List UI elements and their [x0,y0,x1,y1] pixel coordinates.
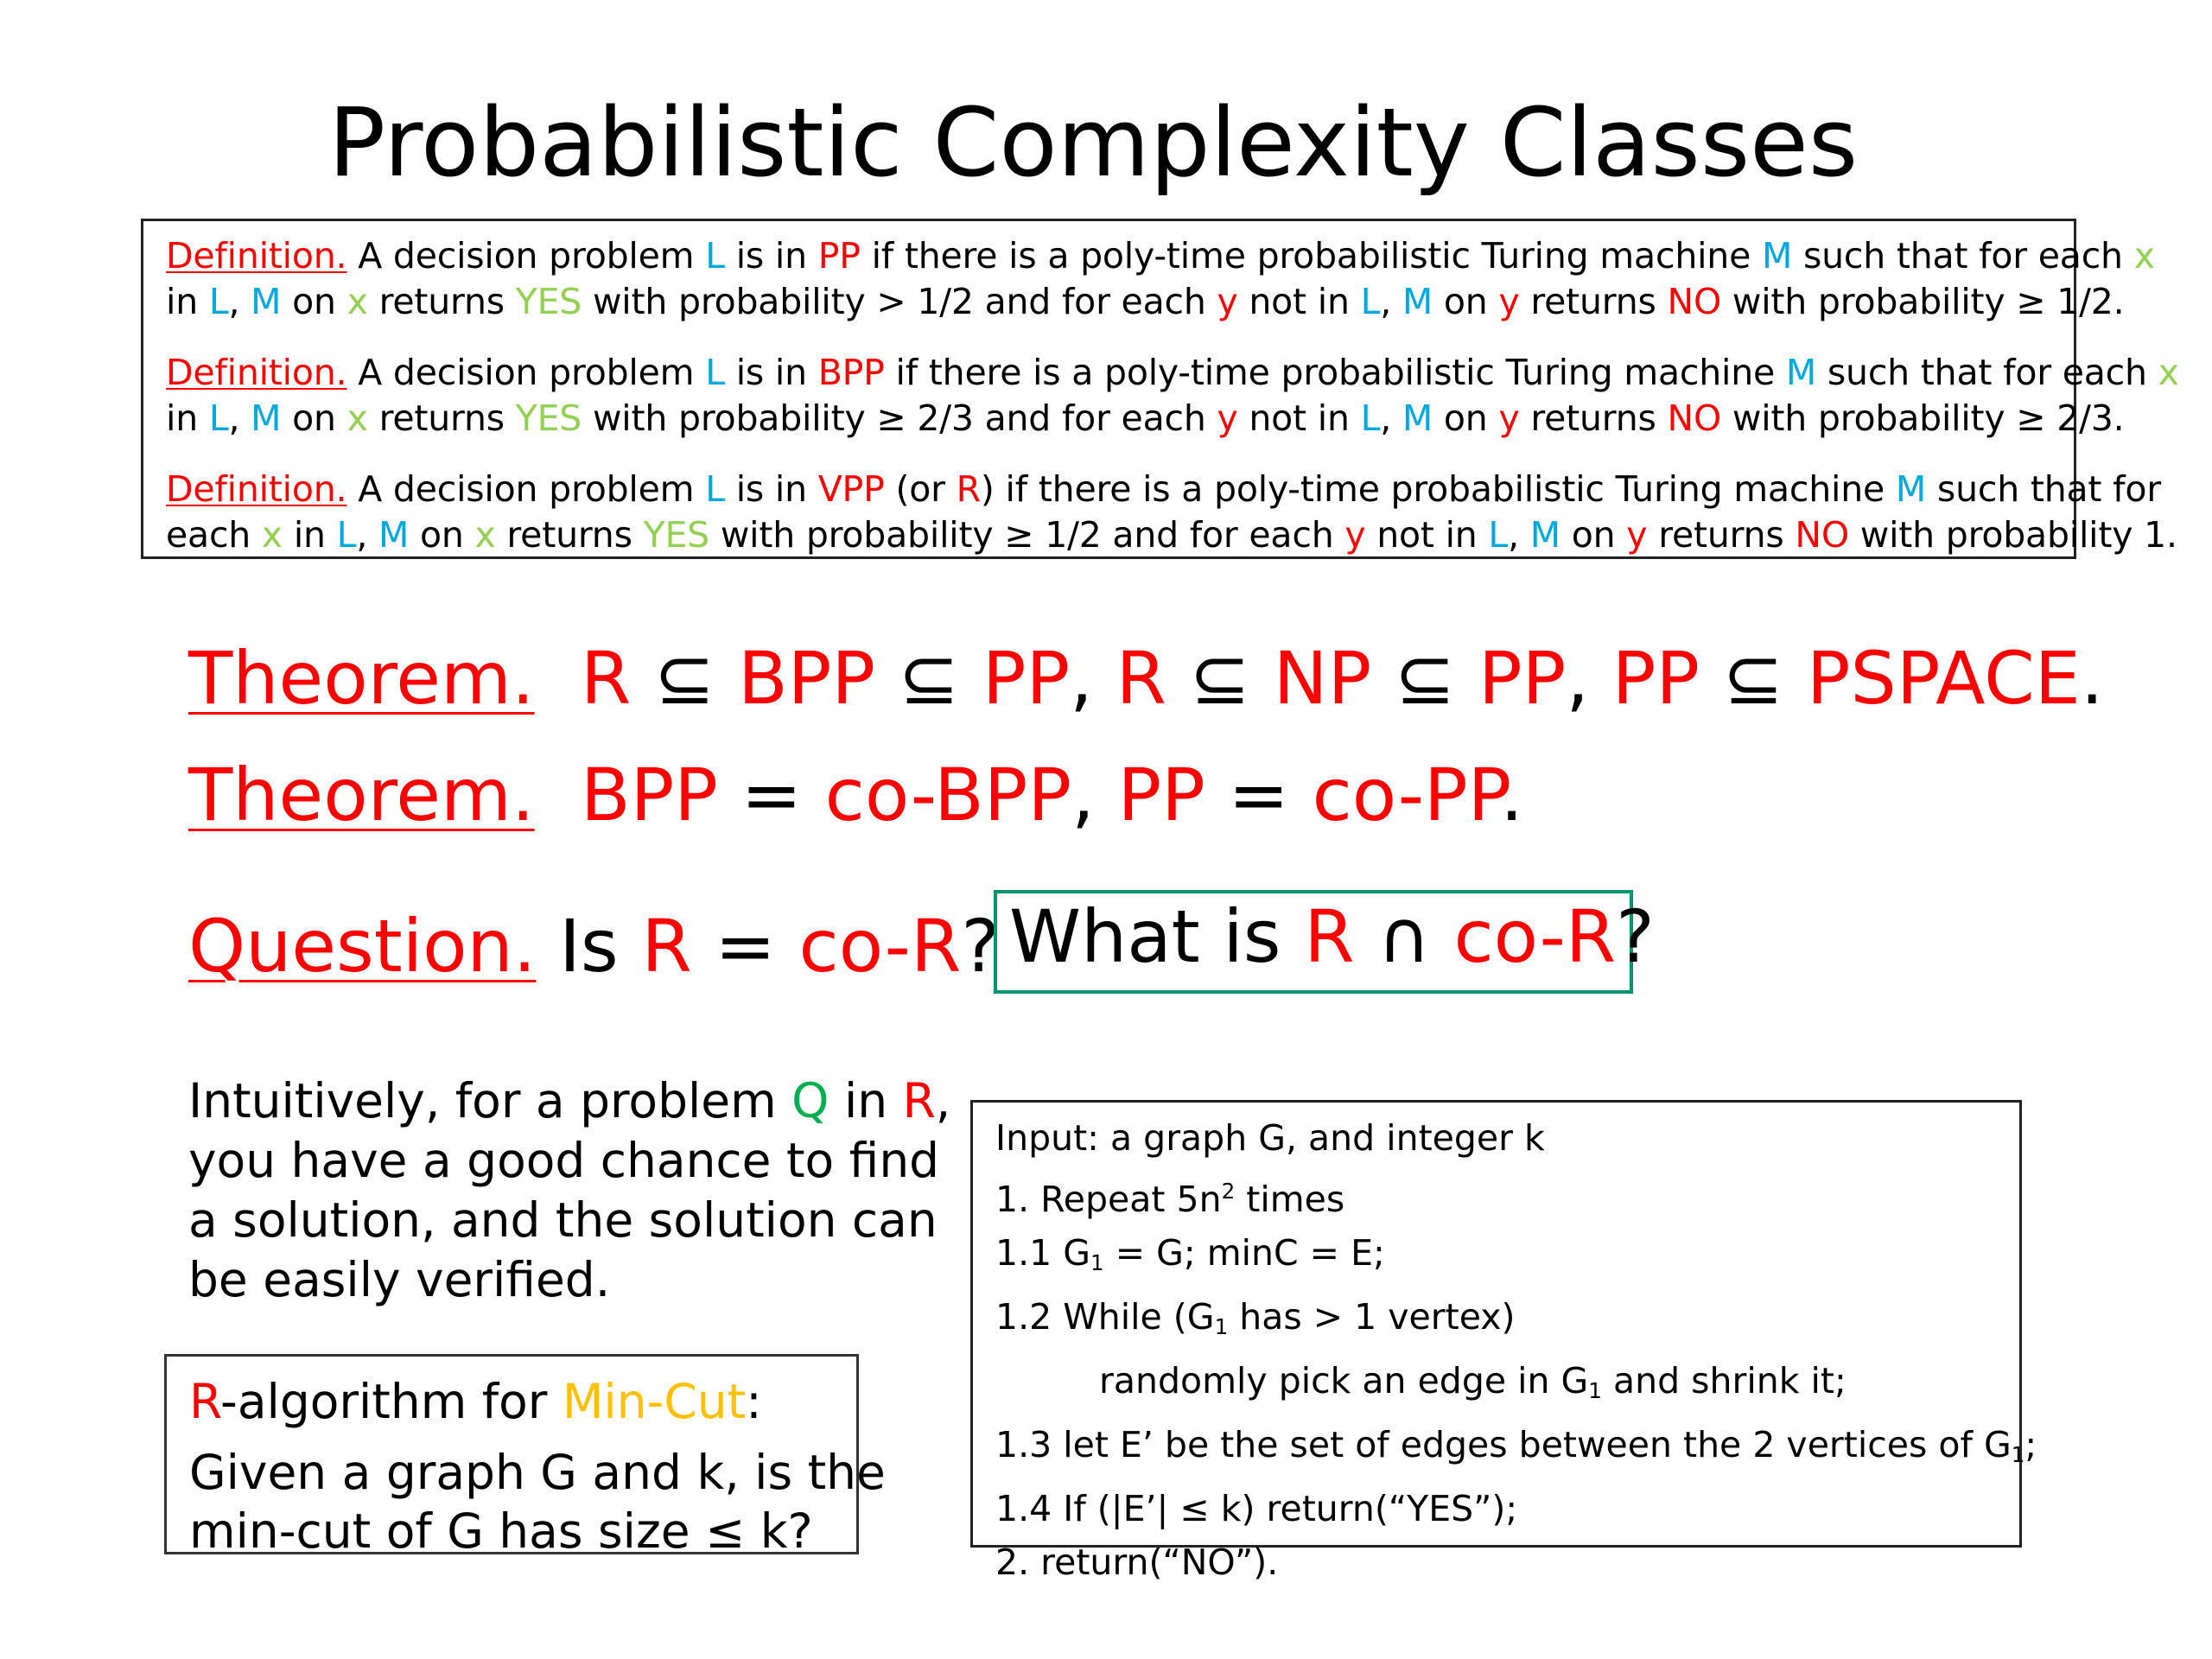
no-answer: NO [1667,281,1722,322]
text: ; [2024,1424,2037,1466]
text: each [166,514,262,556]
machine-symbol: M [1785,352,1817,393]
text: returns [367,281,516,322]
text: not in [1365,514,1489,556]
text: -algorithm for [220,1374,563,1429]
text: on [1560,514,1627,556]
text: such that for each [1816,352,2158,393]
language-symbol: L [1360,397,1381,439]
text: randomly pick an edge in G [1099,1360,1589,1402]
text: such that for each [1792,235,2134,276]
instance-symbol: x [261,514,283,556]
machine-symbol: M [1761,235,1793,276]
algorithm-input: Input: a graph G, and integer k [995,1117,1545,1159]
text: with probability ≥ 1/2. [1721,281,2125,322]
text: , [1071,753,1118,837]
language-symbol: L [705,468,725,510]
text: is in [724,235,818,276]
text: A decision problem [346,235,706,276]
equals-symbol: = [1205,753,1313,837]
instance-symbol: x [2158,352,2179,393]
text: : [746,1374,762,1429]
text: ? [1616,894,1655,979]
class-name: PP [1478,636,1567,721]
class-name: R [641,904,692,988]
subset-symbol: ⊆ [1700,636,1807,721]
text: if there is a poly-time probabilistic Turing machine [884,352,1786,393]
definition-bpp [166,350,2179,442]
subset-symbol: ⊆ [1371,636,1479,721]
class-name: R [189,1374,220,1429]
language-symbol: L [705,235,725,276]
text: . [2080,636,2104,721]
definitions-box [141,219,2179,559]
machine-symbol: M [251,397,282,439]
slide-title: Probabilistic Complexity Classes [327,87,1859,198]
no-answer: NO [1667,397,1722,439]
r-algorithm-box [164,1354,886,1559]
theorem-complements [188,752,1523,838]
text: What is [1009,894,1305,979]
subset-symbol: ⊆ [631,636,739,721]
text: on [281,281,347,322]
text: not in [1237,397,1361,439]
instance-symbol: y [1344,514,1366,556]
text: on [409,514,475,556]
text: (or [884,468,957,510]
algorithm-step [995,1165,2019,1226]
text: if there is a poly-time probabilistic Turing machine [860,235,1762,276]
text: , [1508,514,1530,556]
definition-label: Definition. [166,352,347,393]
instance-symbol: y [1626,514,1648,556]
language-symbol: L [336,514,357,556]
text: on [281,397,347,439]
class-name: co-PP [1312,753,1501,837]
algorithm-step [995,1226,2019,1290]
text: , [228,281,251,322]
text: in [166,397,209,439]
text: A decision problem [346,468,706,510]
question-label: Question. [188,904,537,988]
language-symbol: L [1488,514,1509,556]
text: returns [367,397,516,439]
text: in [829,1073,903,1128]
subscript: 1 [1214,1314,1229,1340]
text: such that for [1926,468,2161,510]
definition-label: Definition. [166,468,347,510]
class-name: co-R [798,904,962,988]
subscript: 1 [1090,1249,1104,1275]
text: 1.2 While (G [995,1295,1215,1338]
text: Is [536,904,642,988]
definition-pp [166,233,2155,325]
text: returns [1519,281,1668,322]
instance-symbol: x [2133,235,2155,276]
text: , [935,1073,951,1128]
equals-symbol: = [717,753,825,837]
language-symbol: L [208,281,229,322]
subset-symbol: ⊆ [875,636,982,721]
text: in [166,281,209,322]
text: 1. Repeat 5n [995,1178,1222,1220]
text-line: be easily verified. [188,1252,611,1307]
language-symbol: L [1360,281,1381,322]
instance-symbol: x [474,514,496,556]
algorithm-step: 2. return(“NO”). [995,1541,1279,1584]
text: on [1433,397,1499,439]
text: with probability 1. [1848,514,2177,556]
text: = G; minC = E; [1103,1231,1385,1274]
question-line [188,903,1000,989]
text: , [1380,281,1402,322]
text-line: you have a good chance to find [188,1133,940,1188]
text: returns [495,514,644,556]
class-name: co-R [1453,894,1617,979]
subscript: 1 [1588,1378,1602,1404]
theorem-inclusions [188,635,2104,721]
class-name: PP [817,235,861,276]
text: , [356,514,378,556]
text: , [228,397,251,439]
text: not in [1237,281,1361,322]
machine-symbol: M [1402,281,1433,322]
class-name: R [902,1073,936,1128]
text: returns [1647,514,1796,556]
text: with probability ≥ 1/2 and for each [709,514,1345,556]
superscript: 2 [1221,1179,1236,1204]
text: returns [1519,397,1668,439]
text: is in [724,468,818,510]
text: times [1235,1178,1345,1220]
algorithm-step [995,1354,2019,1418]
class-name: co-BPP [824,753,1072,837]
class-name: R [956,468,981,510]
text: 1.1 G [995,1231,1091,1274]
instance-symbol: y [1217,397,1238,439]
text: ? [961,904,1000,988]
text: on [1433,281,1499,322]
text-line: min-cut of G has size ≤ k? [189,1503,813,1559]
class-name: PP [1611,636,1700,721]
class-name: VPP [817,468,885,510]
instance-symbol: x [346,397,368,439]
algorithm-box [970,1100,2037,1584]
machine-symbol: M [1402,397,1433,439]
class-name: R [580,636,632,721]
text: . [1500,753,1523,837]
yes-answer: YES [515,397,582,439]
class-name: R [1116,636,1166,721]
intuition-text [188,1071,949,1310]
text: is in [724,352,818,393]
text: with probability ≥ 2/3. [1721,397,2125,439]
language-symbol: L [208,397,229,439]
class-name: NP [1273,636,1372,721]
machine-symbol: M [378,514,410,556]
text: , [1070,636,1116,721]
theorem-label: Theorem. [188,636,535,721]
theorem-label: Theorem. [188,753,535,837]
equals-symbol: = [691,904,799,988]
problem-symbol: Q [791,1073,830,1128]
instance-symbol: y [1498,397,1520,439]
class-name: PP [982,636,1071,721]
machine-symbol: M [1529,514,1560,556]
class-name: BPP [738,636,876,721]
no-answer: NO [1795,514,1849,556]
yes-answer: YES [643,514,709,556]
text: , [1380,397,1402,439]
class-name: PP [1117,753,1205,837]
question-box [994,890,1655,994]
class-name: BPP [580,753,718,837]
text: with probability ≥ 2/3 and for each [582,397,1217,439]
instance-symbol: y [1217,281,1238,322]
text: and shrink it; [1601,1360,1847,1402]
definition-vpp [166,467,2177,558]
problem-name: Min-Cut [562,1374,747,1429]
instance-symbol: x [346,281,368,322]
intersection-symbol: ∩ [1354,894,1454,979]
text: , [1566,636,1612,721]
algorithm-step [995,1290,2019,1354]
text-line: a solution, and the solution can [188,1192,938,1248]
text: A decision problem [346,352,706,393]
text: has > 1 vertex) [1228,1295,1516,1338]
class-name: BPP [817,352,885,393]
class-name: PSPACE [1806,636,2081,721]
text: in [283,514,337,556]
text: Intuitively, for a problem [188,1073,792,1128]
text: with probability > 1/2 and for each [582,281,1217,322]
text: ) if there is a poly-time probabilistic Turing machine [980,468,1896,510]
instance-symbol: y [1498,281,1520,322]
text-line: Given a graph G and k, is the [189,1445,886,1500]
yes-answer: YES [515,281,582,322]
text: 1.3 let E’ be the set of edges between the 2 vertices of G [995,1424,2012,1466]
language-symbol: L [705,352,725,393]
algorithm-step [995,1418,2037,1482]
definition-label: Definition. [166,235,347,276]
class-name: R [1304,894,1355,979]
machine-symbol: M [251,281,282,322]
subscript: 1 [2011,1442,2025,1468]
subset-symbol: ⊆ [1166,636,1274,721]
machine-symbol: M [1895,468,1927,510]
algorithm-step: 1.4 If (|E’| ≤ k) return(“YES”); [995,1488,1518,1530]
